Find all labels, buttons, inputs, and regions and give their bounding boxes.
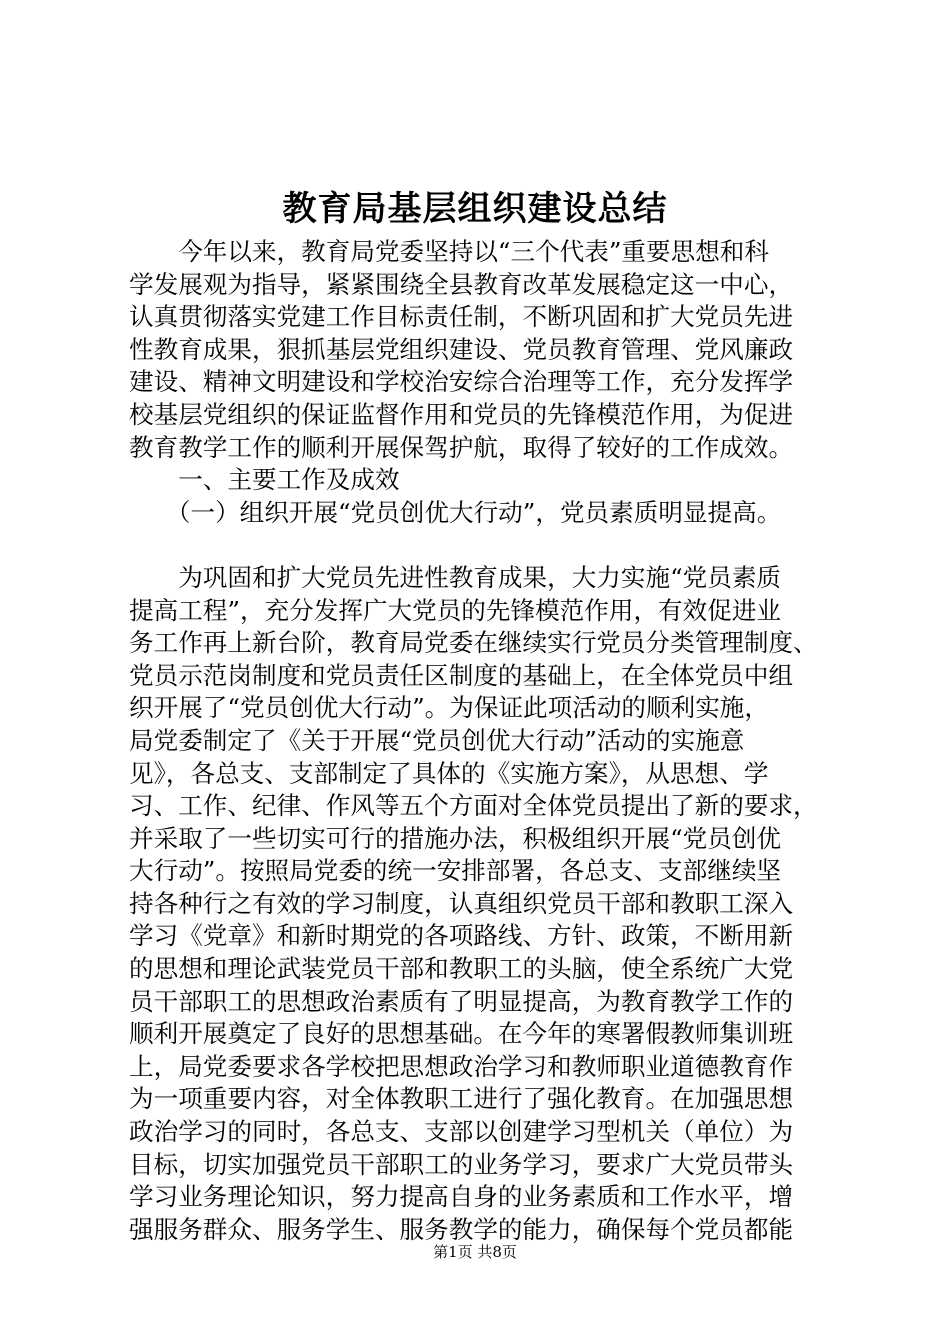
text-line: 为巩固和扩大党员先进性教育成果，大力实施“党员素质: [129, 562, 782, 592]
body-paragraph: [129, 562, 849, 1246]
text-line: 今年以来，教育局党委坚持以“三个代表”重要思想和科: [129, 237, 769, 266]
section-heading: 一、主要工作及成效: [129, 465, 400, 495]
subsection-heading: （一）组织开展“党员创优大行动”，党员素质明显提高。: [129, 497, 782, 527]
text-line: 强服务群众、服务学生、服务教学的能力，确保每个党员都能: [129, 1214, 794, 1244]
text-line: 教育教学工作的顺利开展保驾护航，取得了较好的工作成效。: [129, 432, 794, 462]
text-line: 局党委制定了《关于开展“党员创优大行动”活动的实施意: [129, 725, 745, 755]
text-line: 为一项重要内容，对全体教职工进行了强化教育。在加强思想: [129, 1084, 794, 1114]
text-line: 提高工程”，充分发挥广大党员的先锋模范作用，有效促进业: [129, 595, 782, 625]
text-line: 学习业务理论知识，努力提高自身的业务素质和工作水平，增: [129, 1182, 794, 1212]
text-line: 学发展观为指导，紧紧围绕全县教育改革发展稳定这一中心，: [129, 269, 794, 299]
text-line: 大行动”。按照局党委的统一安排部署，各总支、支部继续坚: [129, 856, 782, 886]
text-line: 的思想和理论武装党员干部和教职工的头脑，使全系统广大党: [129, 954, 794, 984]
text-line: 员干部职工的思想政治素质有了明显提高，为教育教学工作的: [129, 986, 794, 1016]
text-line: 建设、精神文明建设和学校治安综合治理等工作，充分发挥学: [129, 367, 794, 397]
text-line: 党员示范岗制度和党员责任区制度的基础上，在全体党员中组: [129, 660, 794, 690]
document-title: 教育局基层组织建设总结: [282, 189, 668, 229]
text-line: 性教育成果，狠抓基层党组织建设、党员教育管理、党风廉政: [129, 334, 794, 364]
text-line: 务工作再上新台阶，教育局党委在继续实行党员分类管理制度、: [129, 628, 818, 658]
text-line: 学习《党章》和新时期党的各项路线、方针、政策，不断用新: [129, 921, 794, 951]
text-line: 织开展了“党员创优大行动”。为保证此项活动的顺利实施，: [129, 693, 769, 723]
text-line: 认真贯彻落实党建工作目标责任制，不断巩固和扩大党员先进: [129, 302, 794, 332]
page-footer: 第1页 共8页: [433, 1243, 517, 1261]
text-line: 并采取了一些切实可行的措施办法，积极组织开展“党员创优: [129, 823, 782, 853]
text-line: 政治学习的同时，各总支、支部以创建学习型机关（单位）为: [129, 1117, 794, 1147]
text-line: 上，局党委要求各学校把思想政治学习和教师职业道德教育作: [129, 1051, 794, 1081]
text-line: 习、工作、纪律、作风等五个方面对全体党员提出了新的要求，: [129, 791, 818, 821]
intro-paragraph: [129, 236, 849, 464]
text-line: 顺利开展奠定了良好的思想基础。在今年的寒署假教师集训班: [129, 1019, 794, 1049]
text-line: 校基层党组织的保证监督作用和党员的先锋模范作用，为促进: [129, 399, 794, 429]
text-line: 见》，各总支、支部制定了具体的《实施方案》，从思想、学: [129, 758, 769, 788]
blank-line: [129, 529, 849, 562]
text-line: 持各种行之有效的学习制度，认真组织党员干部和教职工深入: [129, 888, 794, 918]
document-body: [129, 236, 849, 1246]
text-line: 目标，切实加强党员干部职工的业务学习，要求广大党员带头: [129, 1149, 794, 1179]
